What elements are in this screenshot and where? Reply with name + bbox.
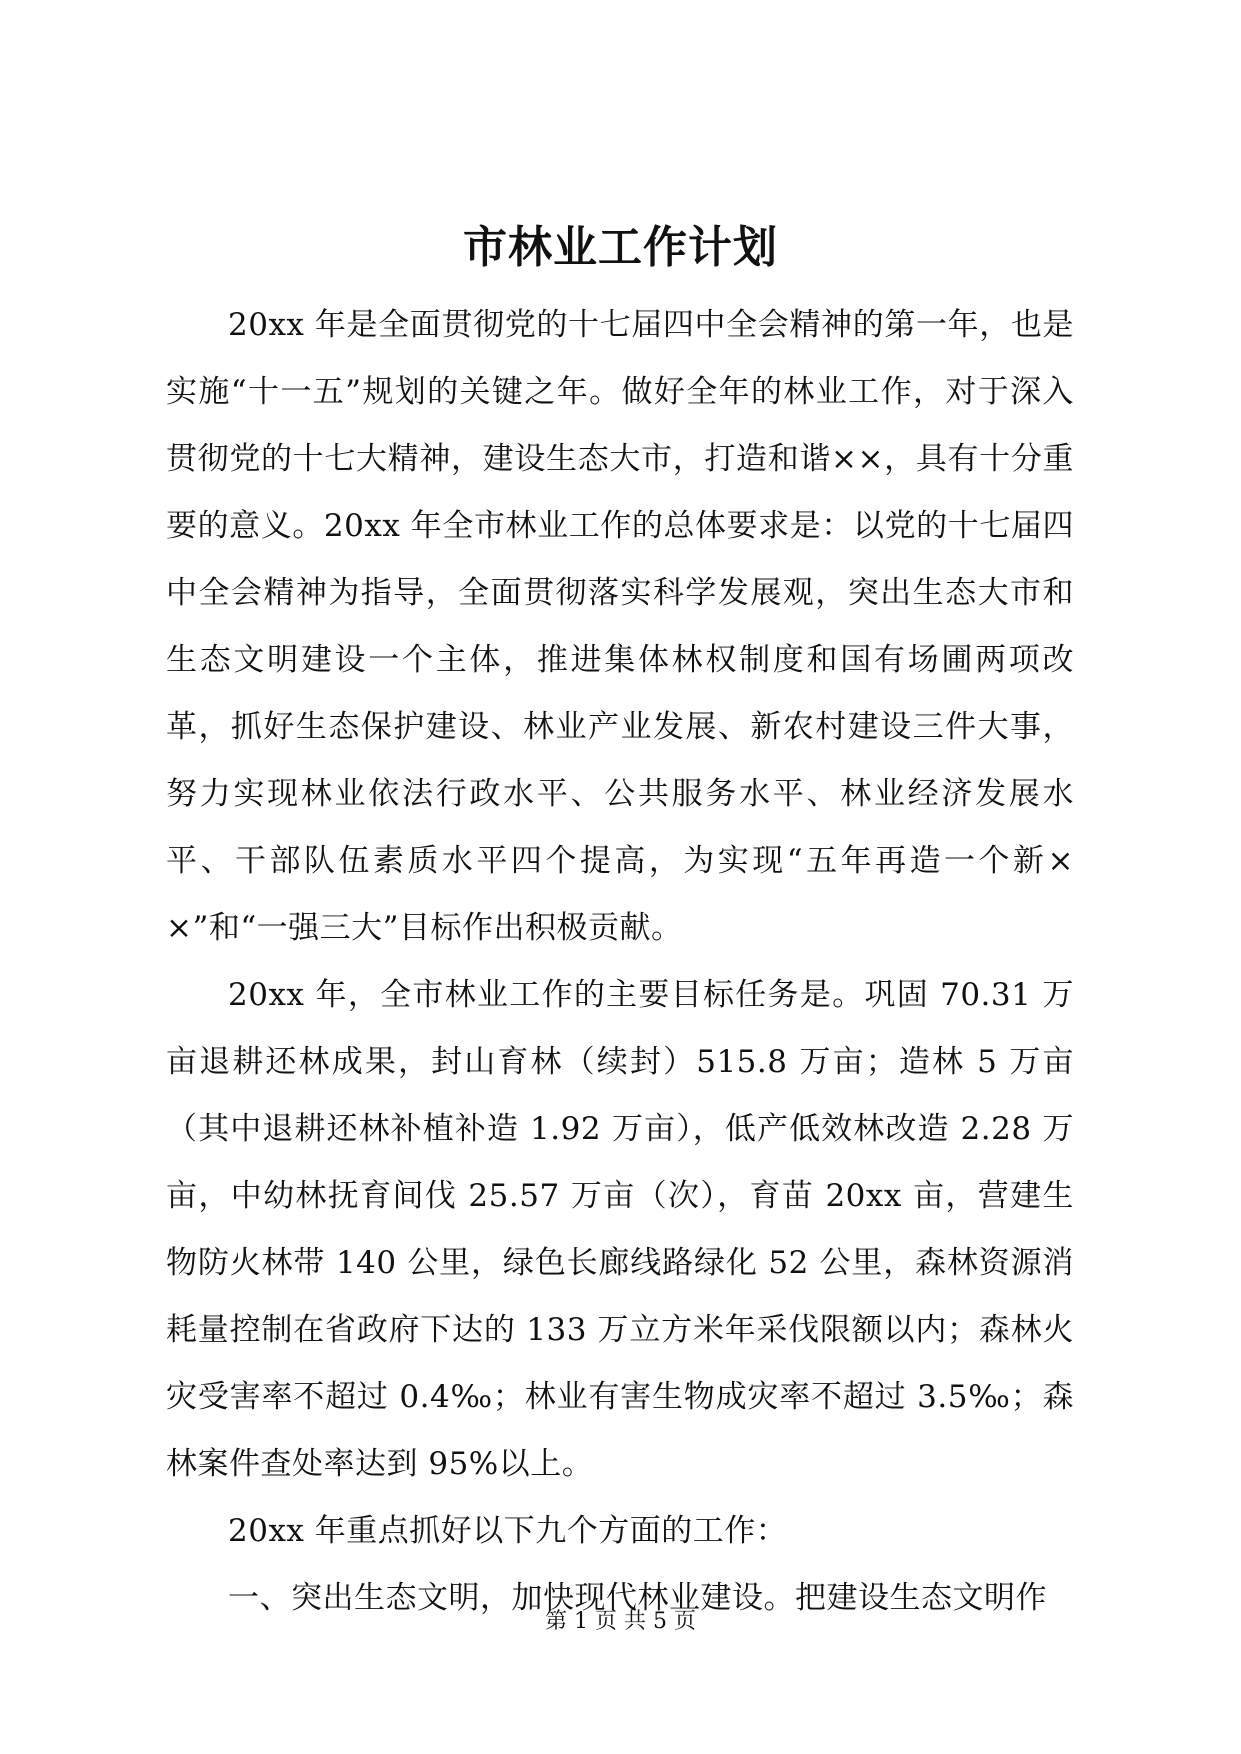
document-title: 市林业工作计划 — [463, 222, 778, 273]
paragraph-targets: 20xx 年，全市林业工作的主要目标任务是。巩固 70.31 万亩退耕还林成果，封山育林（续封）515.8 万亩；造林 5 万亩（其中退耕还林补植补造 1.92 万亩），低产低效林改造 2.28 万亩，中幼林抚育间伐 25.57 万亩（次），育苗 20xx 亩，营建生物防火林带 140 公里，绿色长廊线路绿化 52 公里，森林资源消耗量控制在省政府下达的 133 万立方米年采伐限额以内；森林火灾受害率不超过 0.4‰；林业有害生物成灾率不超过 3.5‰；森林案件查处率达到 95%以上。 — [166, 977, 1074, 1482]
paragraph-section-one: 一、突出生态文明，加快现代林业建设。把建设生态文明作 — [228, 1580, 1047, 1616]
paragraph-intro: 20xx 年是全面贯彻党的十七届四中全会精神的第一年，也是实施“十一五”规划的关键之年。做好全年的林业工作，对于深入贯彻党的十七大精神，建设生态大市，打造和谐××，具有十分重要的意义。20xx 年全市林业工作的总体要求是：以党的十七届四中全会精神为指导，全面贯彻落实科学发展观，突出生态大市和生态文明建设一个主体，推进集体林权制度和国有场圃两项改革，抓好生态保护建设、林业产业发展、新农村建设三件大事，努力实现林业依法行政水平、公共服务水平、林业经济发展水平、干部队伍素质水平四个提高，为实现“五年再造一个新××”和“一强三大”目标作出积极贡献。 — [166, 307, 1074, 946]
document-body — [166, 292, 1074, 1632]
paragraph-key-work: 20xx 年重点抓好以下九个方面的工作： — [228, 1513, 788, 1549]
page-footer: 第 1 页 共 5 页 — [545, 1609, 696, 1634]
